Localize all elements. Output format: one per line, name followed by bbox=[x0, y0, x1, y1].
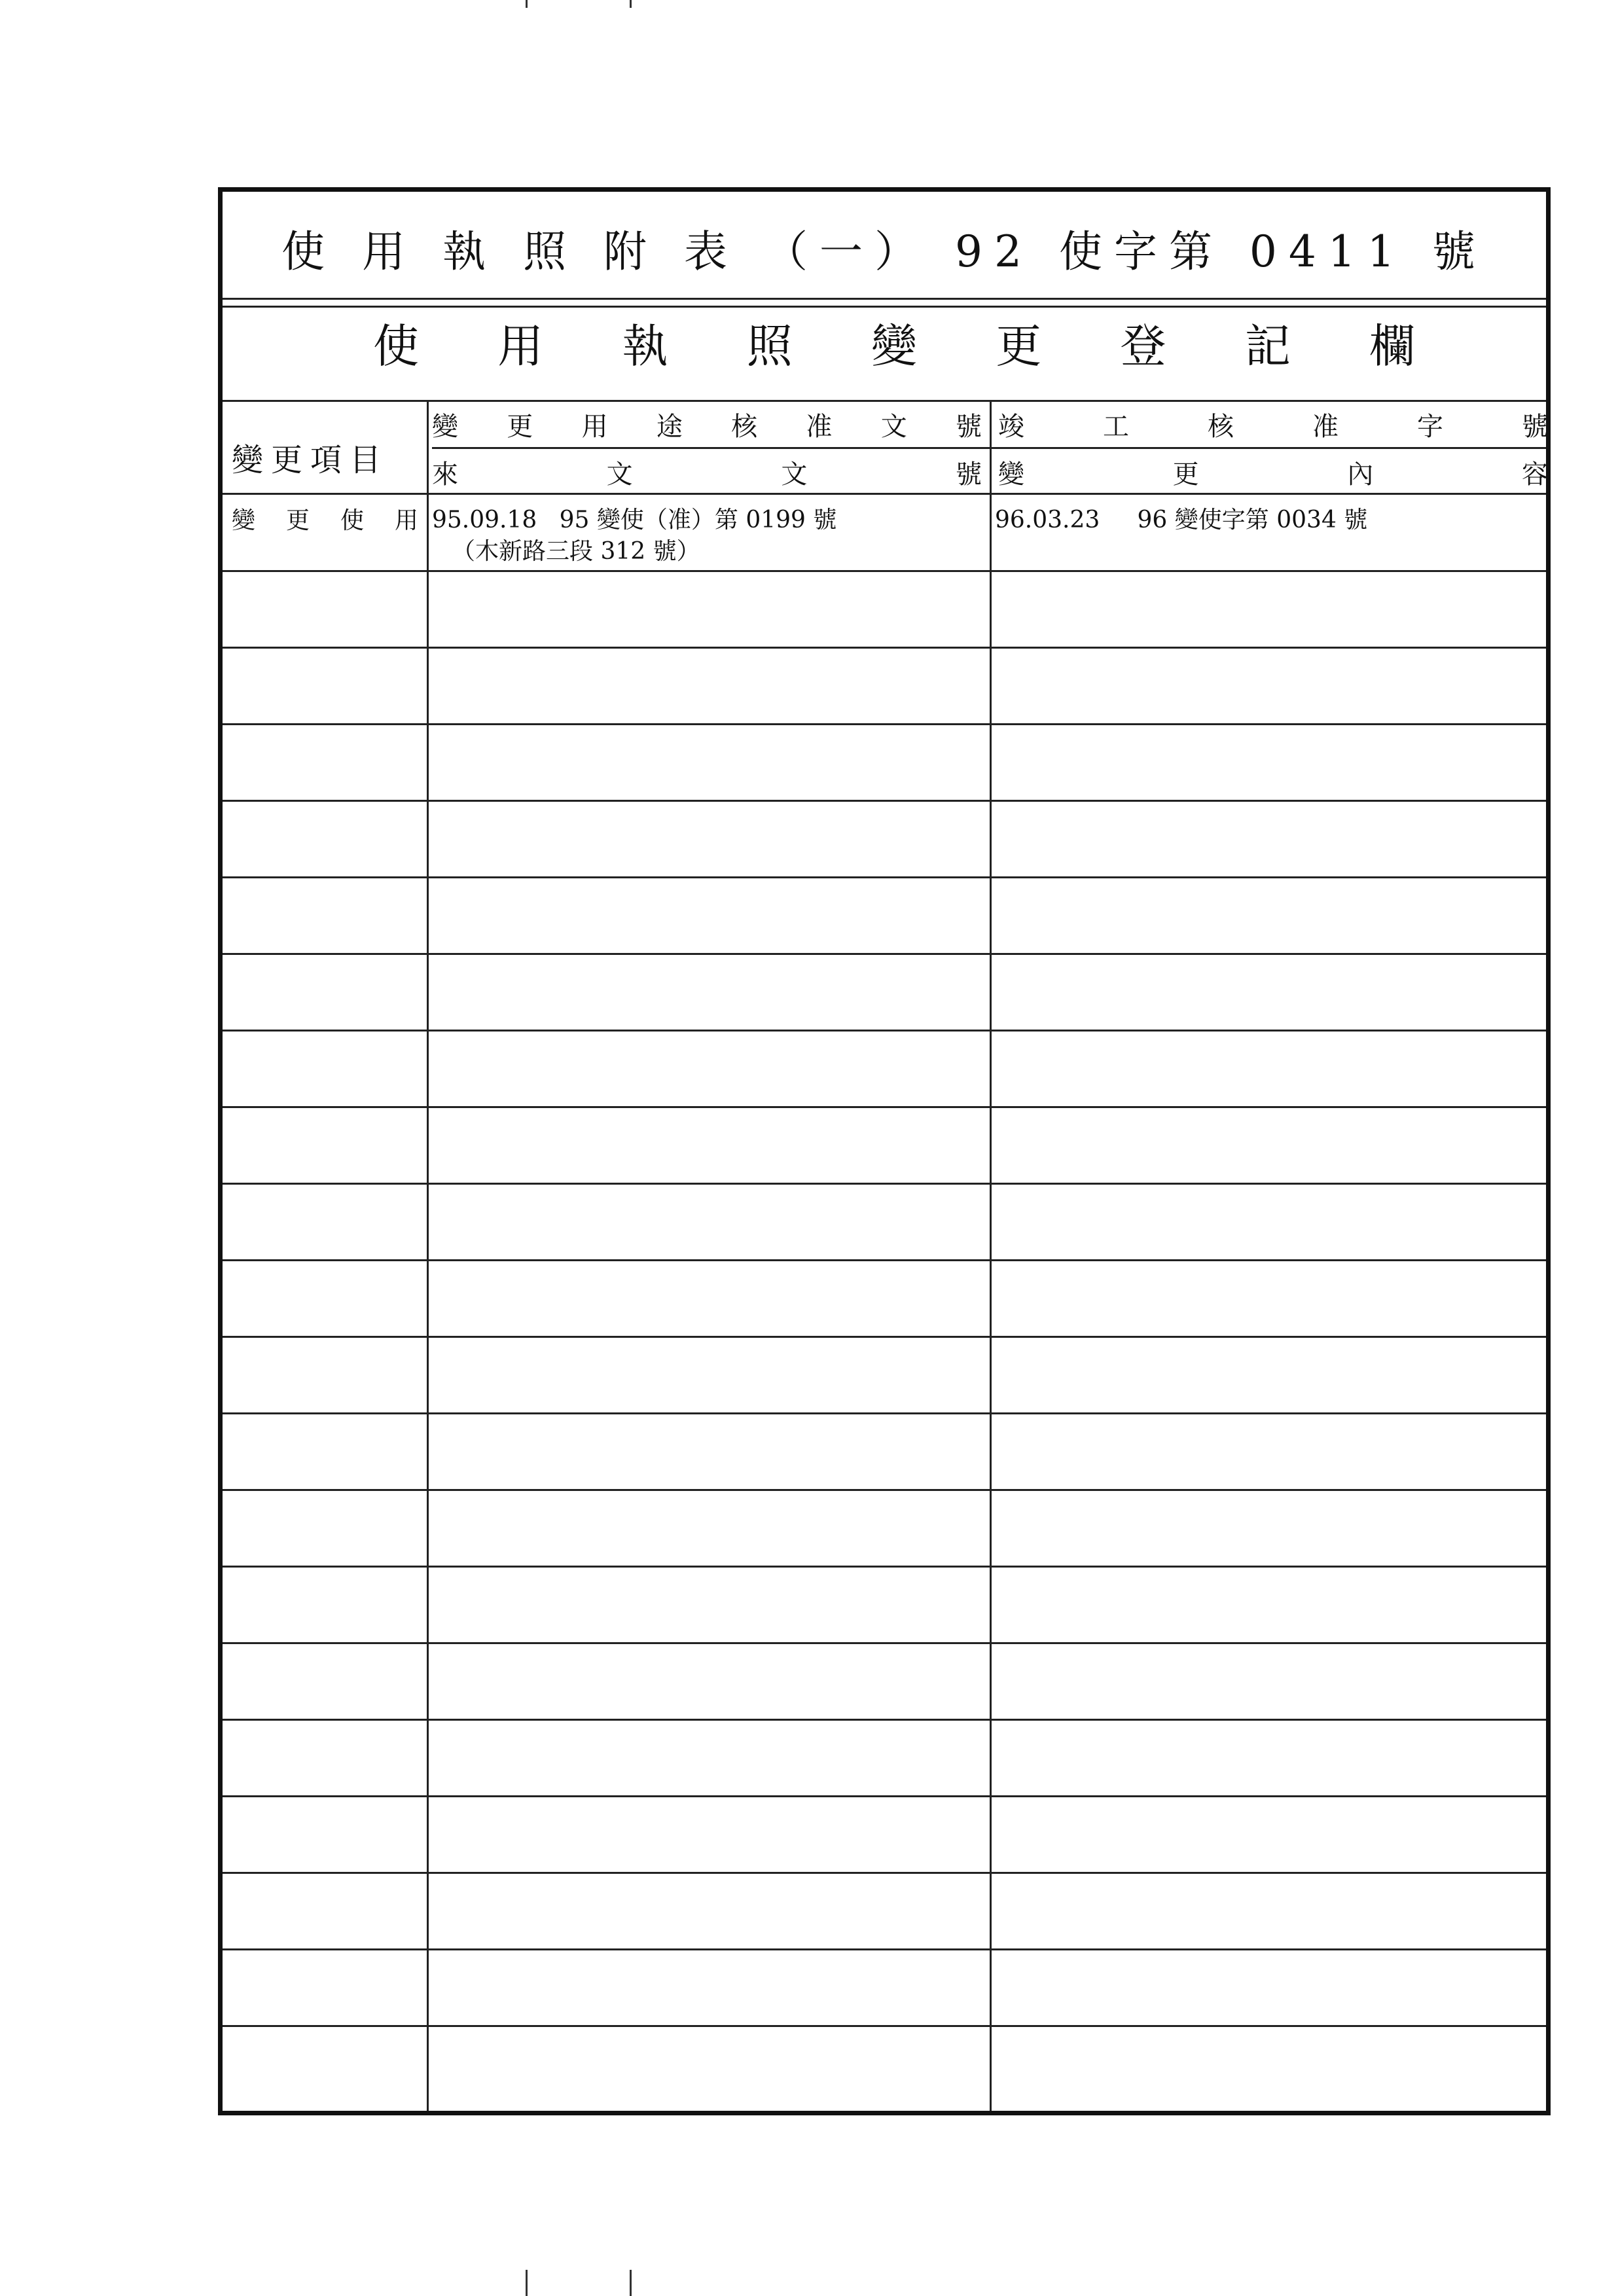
header-char: 號 bbox=[1522, 411, 1548, 442]
row-item-char: 用 bbox=[394, 507, 418, 534]
document-title: 使 用 執 照 附 表 （一） 92 使字第 0411 號 bbox=[281, 226, 1487, 277]
row-divider bbox=[223, 1030, 1546, 1031]
header-char: 准 bbox=[806, 411, 833, 442]
row-divider bbox=[223, 953, 1546, 955]
row-divider bbox=[223, 800, 1546, 802]
change-registration-form bbox=[218, 187, 1551, 2115]
row-divider bbox=[223, 1642, 1546, 1644]
header-char: 更 bbox=[1172, 459, 1199, 490]
subtitle-char: 執 bbox=[622, 319, 668, 373]
column-divider bbox=[990, 400, 992, 2111]
subtitle-char: 欄 bbox=[1369, 319, 1415, 373]
row-1-completion-number: 96.03.23 96 變使字第 0034 號 bbox=[995, 507, 1368, 533]
col-change-item-header: 變更項目 bbox=[232, 441, 389, 478]
subtitle-char: 更 bbox=[996, 319, 1042, 373]
section-subtitle bbox=[373, 313, 1415, 372]
row-divider bbox=[223, 1489, 1546, 1491]
header-char: 字 bbox=[1417, 411, 1443, 442]
row-divider bbox=[223, 1719, 1546, 1721]
header-char: 文 bbox=[880, 411, 907, 442]
header-char: 號 bbox=[955, 459, 982, 490]
header-char: 號 bbox=[955, 411, 982, 442]
subtitle-char: 使 bbox=[373, 319, 419, 373]
binding-mark-bottom-right bbox=[630, 2270, 632, 2296]
subtitle-char: 記 bbox=[1244, 319, 1291, 373]
header-split-line bbox=[432, 447, 1546, 449]
row-divider bbox=[223, 1259, 1546, 1261]
row-divider bbox=[223, 1872, 1546, 1874]
row-divider bbox=[223, 2025, 1546, 2027]
subtitle-char: 照 bbox=[746, 319, 793, 373]
header-char: 內 bbox=[1347, 459, 1374, 490]
title-divider bbox=[223, 298, 1546, 300]
header-char: 途 bbox=[656, 411, 683, 442]
row-1-change-item bbox=[232, 503, 418, 534]
header-top-line bbox=[223, 400, 1546, 402]
header-char: 核 bbox=[1208, 411, 1234, 442]
binding-mark-bottom-left bbox=[526, 2270, 528, 2296]
header-char: 變 bbox=[998, 459, 1024, 490]
row-1-approval-number: 95.09.18 95 變使（准）第 0199 號 bbox=[432, 507, 837, 533]
row-item-char: 變 bbox=[232, 507, 256, 534]
row-divider bbox=[223, 1183, 1546, 1185]
header-char: 竣 bbox=[998, 411, 1024, 442]
col-completion-number-header bbox=[998, 404, 1548, 444]
header-char: 更 bbox=[507, 411, 533, 442]
row-divider bbox=[223, 570, 1546, 572]
row-divider bbox=[223, 1336, 1546, 1338]
row-divider bbox=[223, 723, 1546, 725]
title-divider-inner bbox=[223, 306, 1546, 308]
header-char: 工 bbox=[1103, 411, 1129, 442]
row-divider bbox=[223, 1106, 1546, 1108]
row-item-char: 使 bbox=[340, 507, 364, 534]
col-change-content-header bbox=[998, 452, 1548, 492]
row-divider bbox=[223, 1795, 1546, 1797]
row-item-char: 更 bbox=[285, 507, 310, 534]
header-char: 用 bbox=[581, 411, 608, 442]
col-approval-number-header bbox=[432, 404, 982, 444]
header-bottom-line bbox=[223, 493, 1546, 495]
row-divider bbox=[223, 876, 1546, 878]
binding-mark-top-right bbox=[630, 0, 632, 8]
header-char: 核 bbox=[731, 411, 758, 442]
subtitle-char: 變 bbox=[871, 319, 917, 373]
header-char: 文 bbox=[781, 459, 808, 490]
header-char: 准 bbox=[1312, 411, 1339, 442]
header-char: 變 bbox=[432, 411, 458, 442]
row-divider bbox=[223, 647, 1546, 649]
column-divider bbox=[427, 400, 429, 2111]
row-divider bbox=[223, 1948, 1546, 1950]
header-char: 來 bbox=[432, 459, 458, 490]
subtitle-char: 登 bbox=[1120, 319, 1166, 373]
row-divider bbox=[223, 1566, 1546, 1568]
header-char: 容 bbox=[1521, 459, 1548, 490]
subtitle-char: 用 bbox=[497, 319, 544, 373]
row-1-address: （木新路三段 312 號） bbox=[452, 538, 700, 565]
binding-mark-top-left bbox=[526, 0, 528, 8]
row-divider bbox=[223, 1412, 1546, 1414]
col-document-number-header bbox=[432, 452, 982, 492]
header-char: 文 bbox=[606, 459, 633, 490]
